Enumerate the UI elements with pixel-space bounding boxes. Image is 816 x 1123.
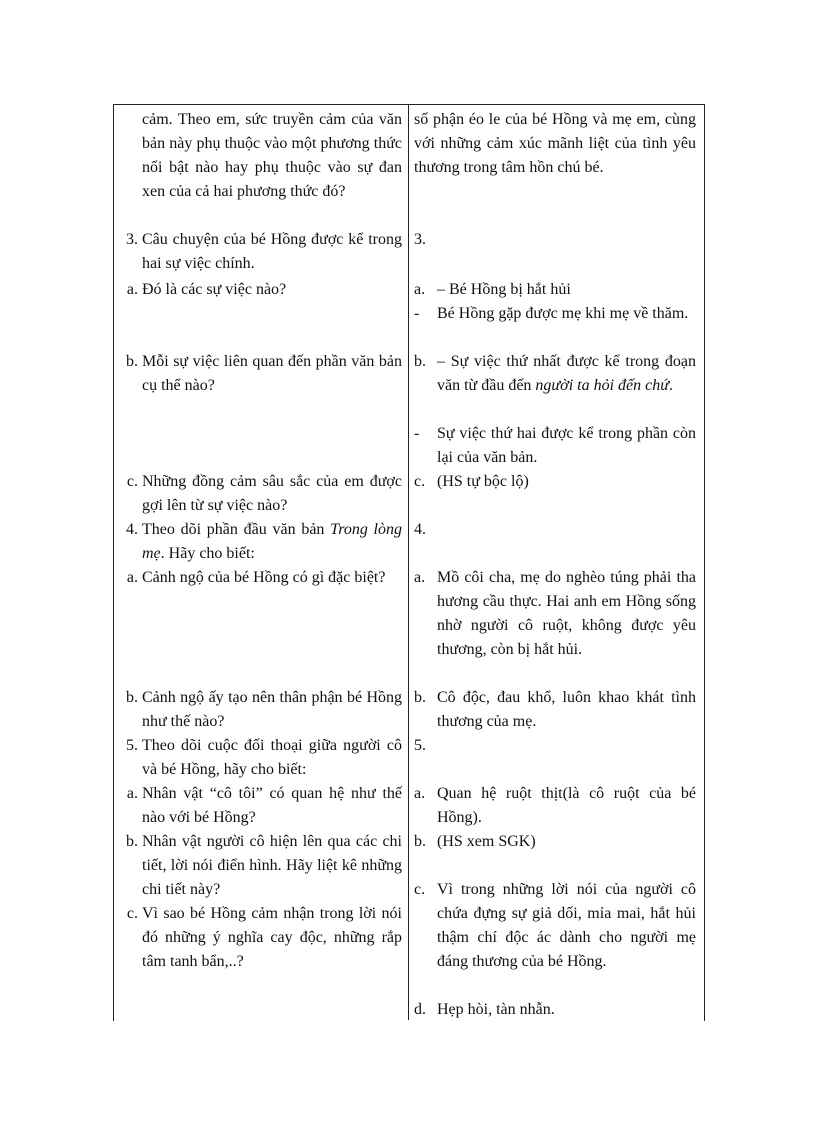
answer-number: 4. [414, 521, 426, 538]
question-letter: a. [126, 569, 138, 586]
question-number: 3. [126, 231, 138, 248]
question-text: Mỗi sự việc liên quan đến phần văn bản cụ thể nào? [142, 353, 402, 394]
question-row [114, 518, 408, 566]
question-text: Nhân vật người cô hiện lên qua các chi tiết, lời nói điển hình. Hãy liệt kê những chi tiết này? [142, 833, 402, 898]
answer-letter: b. [414, 833, 426, 850]
question-text: cảm. Theo em, sức truyền cảm của văn bản này phụ thuộc vào một phương thức nổi bật nào hay phụ thuộc vào sự đan xen của cả hai phương thức đó? [142, 111, 402, 200]
question-row [114, 830, 408, 902]
answer-row [409, 108, 702, 180]
question-text: Đó là các sự việc nào? [142, 281, 287, 298]
question-row [114, 350, 408, 398]
answer-letter: b. [414, 689, 426, 706]
question-row [114, 686, 408, 734]
answer-text: số phận éo le của bé Hồng và mẹ em, cùng với những cảm xúc mãnh liệt của tình yêu thương trong tâm hồn chú bé. [414, 111, 696, 176]
answer-letter: c. [414, 881, 426, 898]
answer-row [409, 278, 702, 302]
answer-text: Sự việc thứ hai được kể trong phần còn lại của văn bản. [437, 425, 696, 466]
answer-text: Hẹp hòi, tàn nhẫn. [437, 1001, 555, 1018]
question-text: Những đồng cảm sâu sắc của em được gợi lên từ sự việc nào? [142, 473, 402, 514]
answer-letter: b. [414, 353, 426, 370]
question-letter: a. [126, 281, 138, 298]
text-run: Theo dõi phần đầu văn bản [142, 521, 331, 538]
answer-text: Quan hệ ruột thịt(là cô ruột của bé Hồng). [437, 785, 696, 826]
answer-text: – Bé Hồng bị hắt hủi [437, 281, 571, 298]
question-row [114, 228, 408, 276]
text-run: – Sự việc thứ nhất được kể trong đoạn văn từ đầu đến [437, 353, 696, 394]
answer-row [409, 302, 702, 326]
question-text: Cảnh ngộ của bé Hồng có gì đặc biệt? [142, 569, 386, 586]
work-title: Trong lòng mẹ [142, 521, 403, 562]
question-number: 4. [126, 521, 138, 538]
answer-bullet: - [414, 305, 420, 322]
question-letter: b. [126, 353, 138, 370]
question-letter: b. [126, 833, 138, 850]
text-run: . [668, 377, 673, 394]
answer-row [409, 734, 702, 758]
answer-row [409, 518, 702, 542]
answer-row [409, 422, 702, 470]
question-row [114, 566, 408, 590]
question-number: 5. [126, 737, 138, 754]
question-letter: b. [126, 689, 138, 706]
question-row [114, 278, 408, 302]
answer-text: Vì trong những lời nói của người cô chứa đựng sự giả dối, mỉa mai, hắt hủi thậm chí độc ác dành cho người mẹ đáng thương của bé Hồng. [437, 881, 696, 970]
question-row [114, 782, 408, 830]
answer-text: Cô độc, đau khổ, luôn khao khát tình thương của mẹ. [437, 689, 696, 730]
answer-letter: d. [414, 1001, 426, 1018]
question-row [114, 734, 408, 782]
text-run: . Hãy cho biết: [160, 545, 255, 562]
answer-letter: a. [414, 569, 426, 586]
answer-row [409, 686, 702, 734]
answer-row [409, 566, 702, 662]
answer-row [409, 470, 702, 494]
question-text: Câu chuyện của bé Hồng được kể trong hai sự việc chính. [142, 231, 402, 272]
question-letter: c. [126, 473, 138, 490]
answer-letter: a. [414, 281, 426, 298]
answer-number: 3. [414, 231, 426, 248]
answer-letter: c. [414, 473, 426, 490]
question-letter: a. [126, 785, 138, 802]
question-text: Cảnh ngộ ấy tạo nên thân phận bé Hồng như thế nào? [142, 689, 402, 730]
answer-number: 5. [414, 737, 426, 754]
answer-text: Mồ côi cha, mẹ do nghèo túng phải tha hương cầu thực. Hai anh em Hồng sống nhờ người cô ruột, không được yêu thương, còn bị hắt hủi. [437, 569, 696, 658]
answer-bullet: - [414, 425, 420, 442]
answer-text: Bé Hồng gặp được mẹ khi mẹ về thăm. [437, 305, 689, 322]
answer-row [409, 830, 702, 854]
question-row [114, 108, 408, 204]
question-text: Nhân vật “cô tôi” có quan hệ như thế nào với bé Hồng? [142, 785, 402, 826]
answer-row [409, 228, 702, 252]
answer-row [409, 350, 702, 398]
answer-letter: a. [414, 785, 426, 802]
question-text: Vì sao bé Hồng cảm nhận trong lời nói đó những ý nghĩa cay độc, những rắp tâm tanh bẩn,..? [142, 905, 402, 970]
answer-row [409, 998, 702, 1022]
answer-text [437, 350, 702, 398]
quoted-phrase: người ta hỏi đến chứ [535, 377, 669, 394]
question-letter: c. [126, 905, 138, 922]
question-text: Theo dõi cuộc đối thoại giữa người cô và bé Hồng, hãy cho biết: [142, 737, 402, 778]
question-row [114, 470, 408, 518]
answer-text: (HS tự bộc lộ) [437, 473, 529, 490]
answer-row [409, 782, 702, 830]
answer-row [409, 878, 702, 974]
question-text [142, 518, 408, 566]
answer-text: (HS xem SGK) [437, 833, 536, 850]
question-row [114, 902, 408, 974]
